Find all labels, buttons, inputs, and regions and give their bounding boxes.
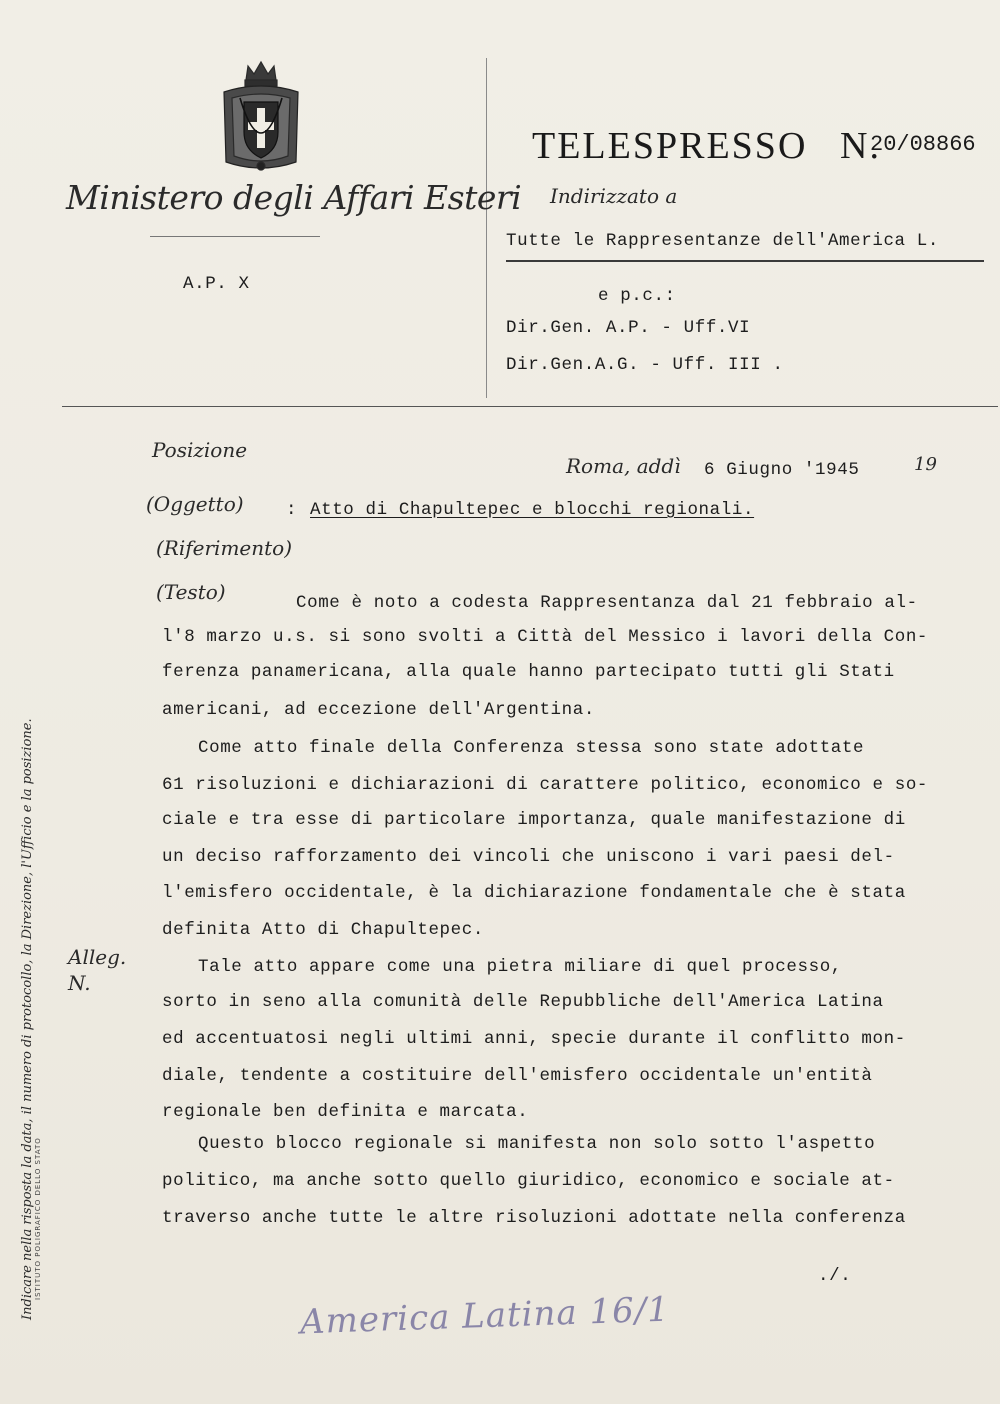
body-line: regionale ben definita e marcata. bbox=[162, 1102, 529, 1122]
body-line: definita Atto di Chapultepec. bbox=[162, 920, 484, 940]
riferimento-label: (Riferimento) bbox=[156, 536, 293, 560]
cc-line-1: Dir.Gen. A.P. - Uff.VI bbox=[506, 318, 751, 338]
header-bottom-rule bbox=[62, 406, 998, 407]
body-line: ferenza panamericana, alla quale hanno partecipato tutti gli Stati bbox=[162, 662, 895, 682]
body-line: Tale atto appare come una pietra miliare di quel processo, bbox=[198, 957, 842, 977]
body-line: politico, ma anche sotto quello giuridico, economico e sociale at- bbox=[162, 1171, 895, 1191]
year-suffix: 19 bbox=[914, 454, 937, 475]
recipient-rule bbox=[506, 260, 984, 262]
body-line: Come è noto a codesta Rappresentanza dal 21 febbraio al- bbox=[296, 593, 918, 613]
header-divider bbox=[486, 58, 487, 398]
body-line: diale, tendente a costituire dell'emisfero occidentale un'entità bbox=[162, 1066, 873, 1086]
body-line: americani, ad eccezione dell'Argentina. bbox=[162, 700, 595, 720]
ministry-heading: Ministero degli Affari Esteri bbox=[66, 178, 522, 217]
body-line: traverso anche tutte le altre risoluzioni adottate nella conferenza bbox=[162, 1208, 906, 1228]
body-line: l'8 marzo u.s. si sono svolti a Città del Messico i lavori della Con- bbox=[162, 627, 929, 647]
place-label: Roma, addì bbox=[566, 454, 681, 478]
pencil-note: America Latina 16/1 bbox=[299, 1289, 671, 1343]
ministry-underline bbox=[150, 236, 320, 237]
telespresso-title: TELESPRESSO bbox=[532, 125, 808, 167]
body-line: ed accentuatosi negli ultimi anni, specie durante il conflitto mon- bbox=[162, 1029, 906, 1049]
cc-label: e p.c.: bbox=[598, 286, 676, 306]
continue-mark: ./. bbox=[818, 1266, 852, 1286]
savoy-crest-icon bbox=[218, 58, 304, 178]
printer-imprint: ISTITUTO POLIGRAFICO DELLO STATO bbox=[34, 1137, 42, 1300]
body-line: Questo blocco regionale si manifesta non solo sotto l'aspetto bbox=[198, 1134, 876, 1154]
telespresso-number: 20/08866 bbox=[870, 132, 976, 157]
body-line: sorto in seno alla comunità delle Repubbliche dell'America Latina bbox=[162, 992, 884, 1012]
cc-line-2: Dir.Gen.A.G. - Uff. III . bbox=[506, 355, 784, 375]
oggetto-text: Atto di Chapultepec e blocchi regionali. bbox=[310, 500, 755, 520]
office-code: A.P. X bbox=[183, 274, 250, 294]
recipient: Tutte le Rappresentanze dell'America L. bbox=[506, 231, 939, 251]
testo-label: (Testo) bbox=[156, 580, 226, 604]
body-line: Come atto finale della Conferenza stessa sono state adottate bbox=[198, 738, 865, 758]
allegati-label: Alleg. N. bbox=[68, 945, 127, 995]
number-prefix: N. bbox=[840, 125, 881, 167]
posizione-label: Posizione bbox=[152, 438, 248, 462]
margin-instruction: Indicare nella risposta la data, il numero di protocollo, la Direzione, l'Ufficio e la posizione. bbox=[20, 718, 35, 1320]
oggetto-label: (Oggetto) bbox=[146, 492, 244, 516]
addressed-label: Indirizzato a bbox=[550, 184, 678, 208]
body-line: un deciso rafforzamento dei vincoli che uniscono i vari paesi del- bbox=[162, 847, 895, 867]
document-date: 6 Giugno '1945 bbox=[704, 460, 860, 480]
body-line: 61 risoluzioni e dichiarazioni di carattere politico, economico e so- bbox=[162, 775, 929, 795]
body-line: ciale e tra esse di particolare importanza, quale manifestazione di bbox=[162, 810, 906, 830]
oggetto-separator: : bbox=[286, 500, 298, 520]
body-line: l'emisfero occidentale, è la dichiarazione fondamentale che è stata bbox=[162, 883, 906, 903]
